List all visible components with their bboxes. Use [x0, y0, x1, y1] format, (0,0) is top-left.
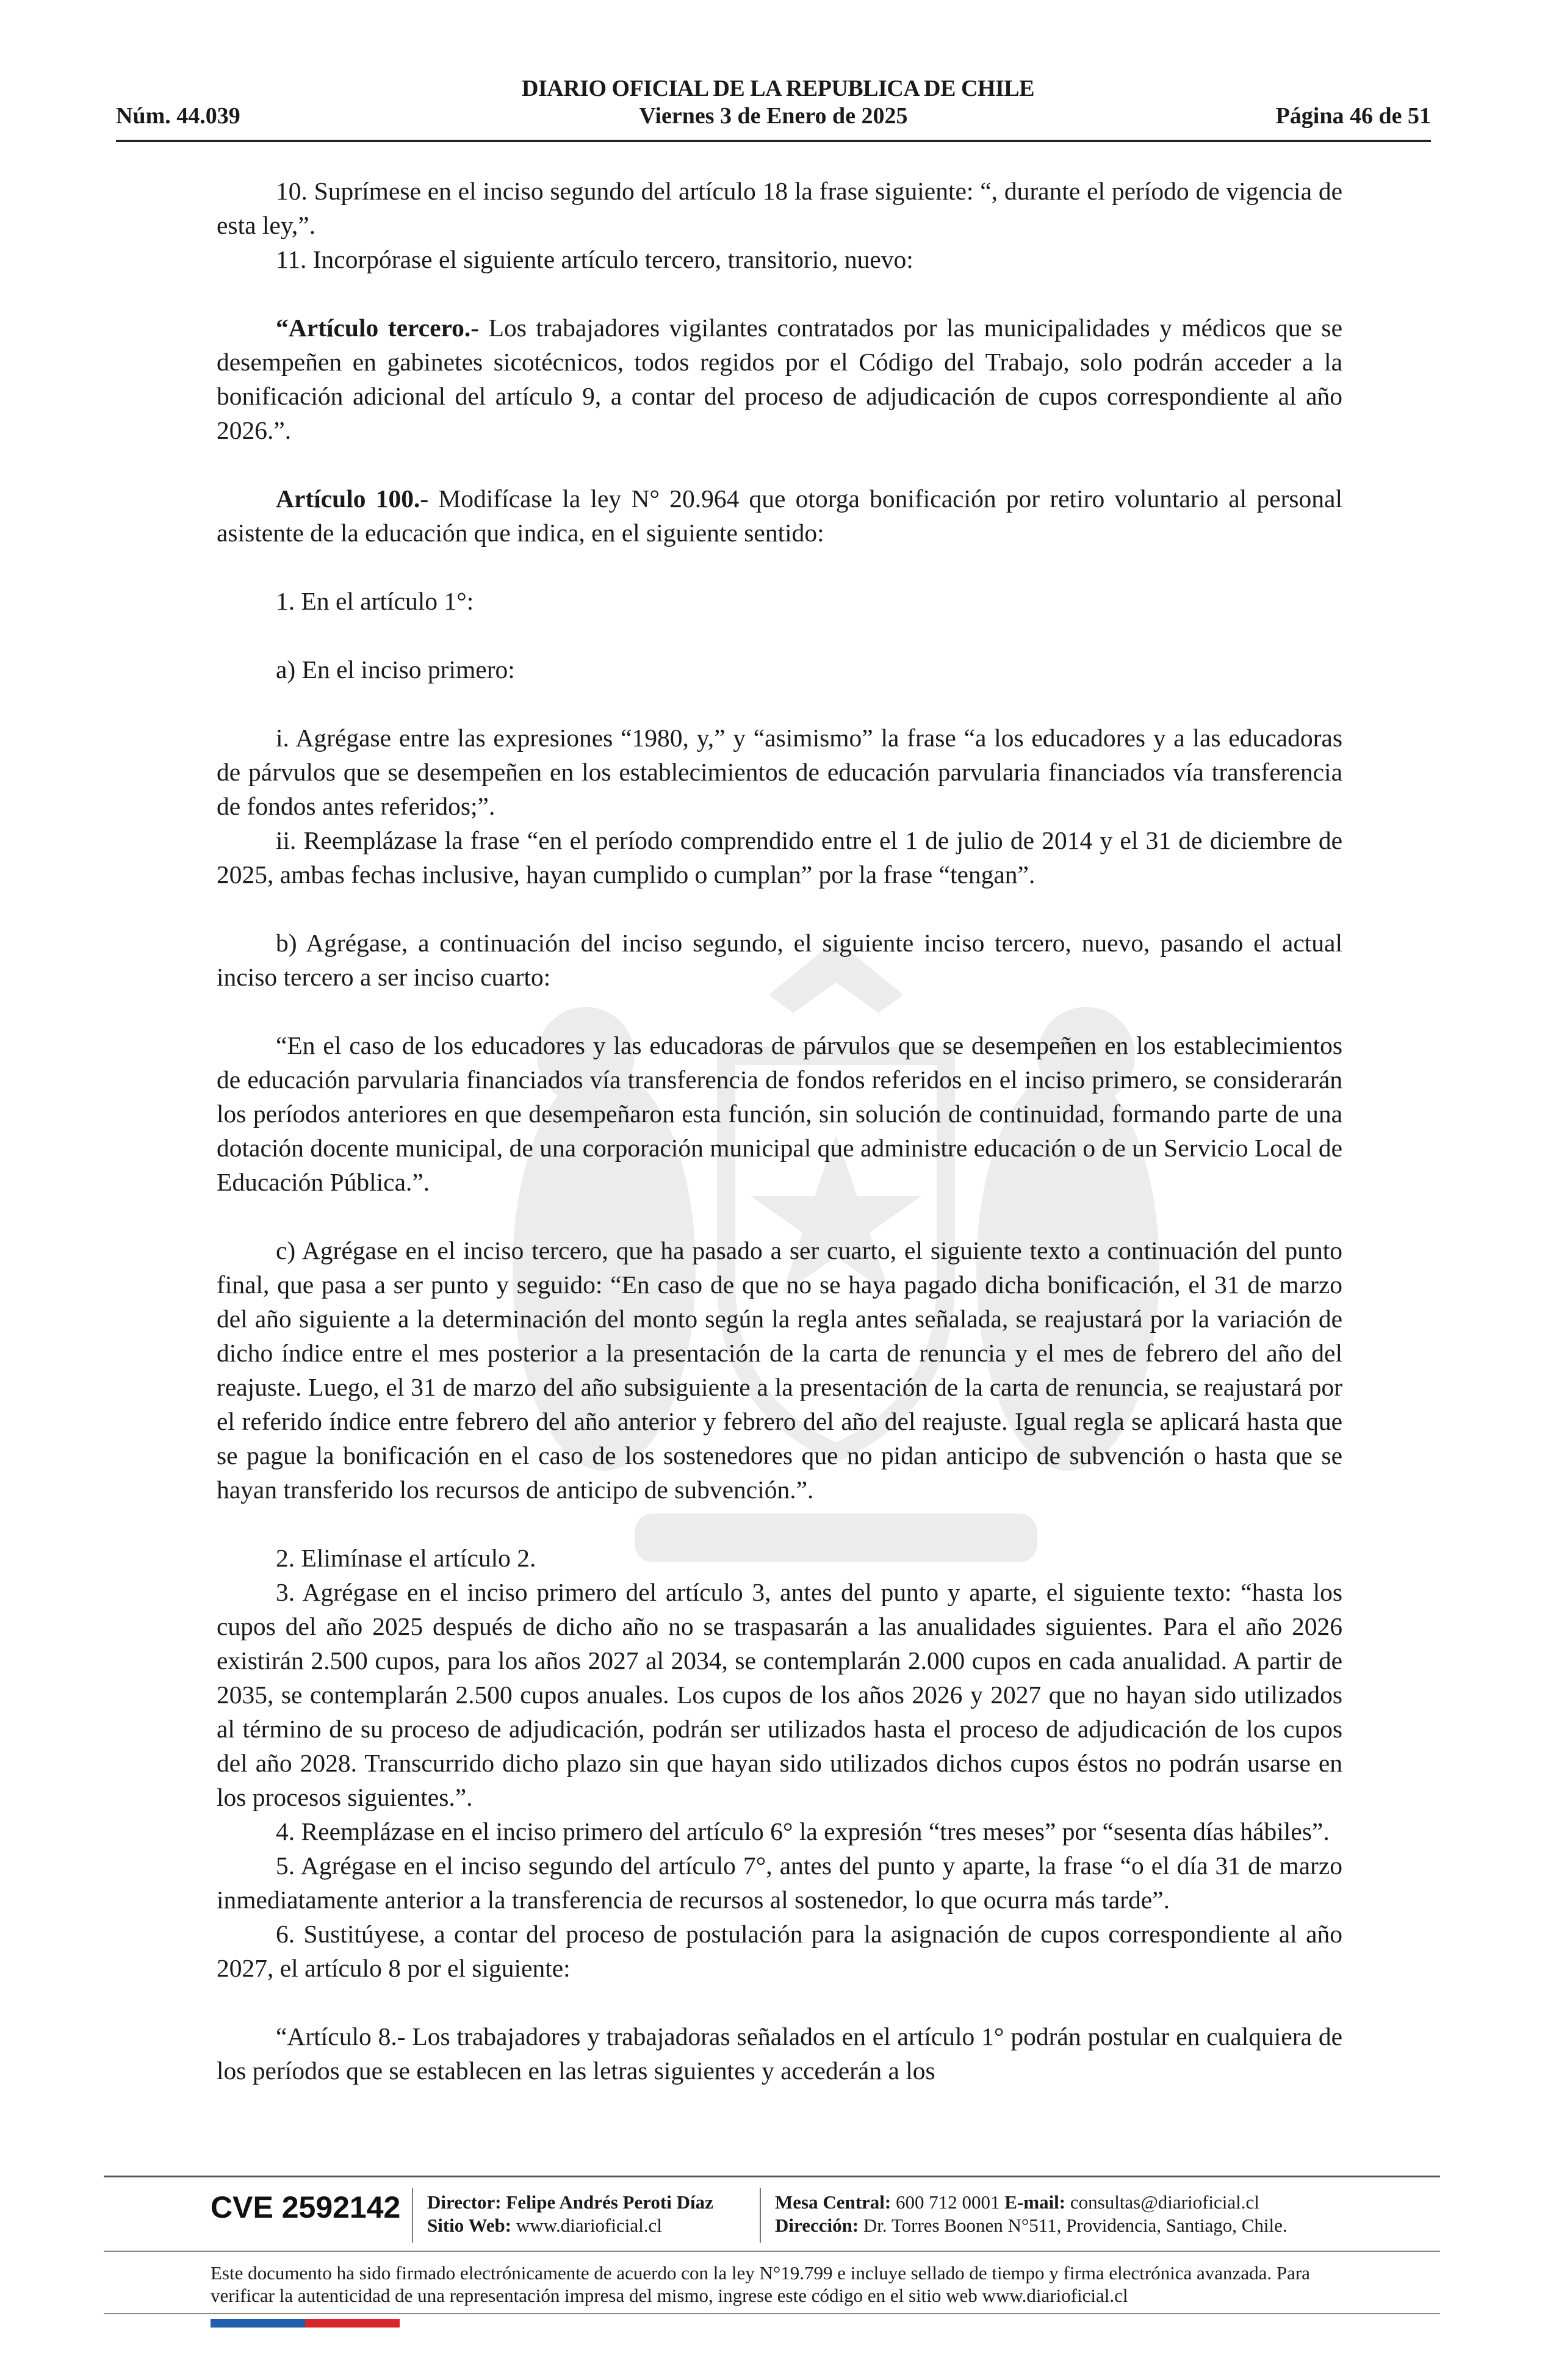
email-link[interactable]: consultas@diarioficial.cl: [1070, 2191, 1259, 2213]
cve-code: CVE 2592142: [211, 2190, 401, 2224]
website-link[interactable]: www.diarioficial.cl: [516, 2215, 662, 2236]
issue-date: Viernes 3 de Enero de 2025: [639, 103, 908, 129]
paragraph: i. Agrégase entre las expresiones “1980, y,” y “asimismo” la frase “a los educadores y a las educadoras de párvulos que se desempeñen en los establecimientos de educación parvularia financiados vía transferencia de fondos antes referidos;”.: [217, 724, 1342, 820]
issue-number: Núm. 44.039: [116, 103, 240, 129]
page-number: Página 46 de 51: [1275, 103, 1431, 129]
document-body: [217, 174, 1342, 2088]
footer-separator: [760, 2188, 761, 2243]
paragraph: 6. Sustitúyese, a contar del proceso de postulación para la asignación de cupos correspondiente al año 2027, el artículo 8 por el siguiente:: [217, 1920, 1342, 1982]
footer-divider-middle: [104, 2251, 1440, 2252]
address: Dr. Torres Boonen N°511, Providencia, Santiago, Chile.: [863, 2215, 1288, 2236]
paragraph: Artículo 100.- Modifícase la ley N° 20.964 que otorga bonificación por retiro voluntario al personal asistente de la educación que indica, en el siguiente sentido:: [217, 485, 1342, 547]
header-row: [116, 103, 1431, 134]
signature-note: Este documento ha sido firmado electrónicamente de acuerdo con la ley N°19.799 e incluye sellado de tiempo y firma electrónica avanzada. Para verificar la autenticidad de una representación impresa del mismo, ingrese este código en el sitio web www.diarioficial.cl: [211, 2262, 1310, 2306]
paragraph: b) Agrégase, a continuación del inciso segundo, el siguiente inciso tercero, nuevo, pasando el actual inciso tercero a ser inciso cuarto:: [217, 929, 1342, 991]
footer-separator: [412, 2188, 413, 2243]
paragraph: 5. Agrégase en el inciso segundo del artículo 7°, antes del punto y aparte, la frase “o el día 31 de marzo inmediatamente anterior a la transferencia de recursos al sostenedor, lo que ocurra más tarde”.: [217, 1852, 1342, 1914]
footer-divider-bottom: [104, 2313, 1440, 2314]
phone-number: 600 712 0001: [896, 2191, 1000, 2213]
paragraph: “En el caso de los educadores y las educadoras de párvulos que se desempeñen en los establecimientos de educación parvularia financiados vía transferencia de fondos referidos en el inciso primero, se considerarán los períodos anteriores en que desempeñaron esta función, sin solución de continuidad, formando parte de una dotación docente municipal, de una corporación municipal que administre educación o de un Servicio Local de Educación Pública.”.: [217, 1031, 1342, 1196]
footer-contact-block: Mesa Central: 600 712 0001 E-mail: consultas@diarioficial.cl Dirección: Dr. Torres Boonen N°511, Providencia, Santiago, Chile.: [775, 2191, 1288, 2236]
paragraph: a) En el inciso primero:: [276, 655, 515, 683]
footer-divider-top: [104, 2176, 1440, 2177]
header-divider: [116, 140, 1431, 142]
article-heading: Artículo 100.-: [276, 485, 429, 513]
footer-director-block: Director: Felipe Andrés Peroti Díaz Sitio Web: www.diarioficial.cl: [427, 2191, 713, 2236]
paragraph: ii. Reemplázase la frase “en el período comprendido entre el 1 de julio de 2014 y el 31 de diciembre de 2025, ambas fechas inclusive, hayan cumplido o cumplan” por la frase “tengan”.: [217, 826, 1342, 889]
paragraph: 10. Suprímese en el inciso segundo del artículo 18 la frase siguiente: “, durante el período de vigencia de esta ley,”.: [217, 177, 1342, 239]
paragraph: 1. En el artículo 1°:: [276, 587, 474, 615]
paragraph: “Artículo 8.- Los trabajadores y trabajadoras señalados en el artículo 1° podrán postular en cualquiera de los períodos que se establecen en las letras siguientes y accederán a los: [217, 2022, 1342, 2085]
article-heading: “Artículo tercero.-: [276, 314, 480, 342]
director-name: Felipe Andrés Peroti Díaz: [506, 2191, 713, 2213]
paragraph: c) Agrégase en el inciso tercero, que ha pasado a ser cuarto, el siguiente texto a continuación del punto final, que pasa a ser punto y seguido: “En caso de que no se haya pagado dicha bonificación, el 31 de marzo del año siguiente a la determinación del monto según la regla antes señalada, se reajustará por la variación de dicho índice entre el mes posterior a la presentación de la carta de renuncia y el mes de febrero del año del reajuste. Luego, el 31 de marzo del año subsiguiente a la presentación de la carta de renuncia, se reajustará por el referido índice entre febrero del año anterior y febrero del año del reajuste. Igual regla se aplicará hasta que se pague la bonificación en el caso de los sostenedores que no pidan anticipo de subvención o hasta que se hayan transferido los recursos de anticipo de subvención.”.: [217, 1236, 1342, 1504]
paragraph: 4. Reemplázase en el inciso primero del artículo 6° la expresión “tres meses” por “sesenta días hábiles”.: [276, 1817, 1330, 1845]
paragraph: 2. Elimínase el artículo 2.: [276, 1544, 536, 1572]
paragraph: “Artículo tercero.- Los trabajadores vigilantes contratados por las municipalidades y médicos que se desempeñen en gabinetes sicotécnicos, todos regidos por el Código del Trabajo, solo podrán acceder a la bonificación adicional del artículo 9, a contar del proceso de adjudicación de cupos correspondiente al año 2026.”.: [217, 314, 1342, 444]
paragraph: 3. Agrégase en el inciso primero del artículo 3, antes del punto y aparte, el siguiente texto: “hasta los cupos del año 2025 después de dicho año no se traspasarán a las anualidades siguientes. Para el año 2026 existirán 2.500 cupos, para los años 2027 al 2034, se contemplarán 2.000 cupos en cada anualidad. A partir de 2035, se contemplarán 2.500 cupos anuales. Los cupos de los años 2026 y 2027 que no hayan sido utilizados al término de su proceso de adjudicación, podrán ser utilizados hasta el proceso de adjudicación de los cupos del año 2028. Transcurrido dicho plazo sin que hayan sido utilizados dichos cupos éstos no podrán usarse en los procesos siguientes.”.: [217, 1578, 1342, 1811]
paragraph: 11. Incorpórase el siguiente artículo tercero, transitorio, nuevo:: [276, 245, 913, 273]
journal-title: DIARIO OFICIAL DE LA REPUBLICA DE CHILE: [522, 76, 1034, 101]
